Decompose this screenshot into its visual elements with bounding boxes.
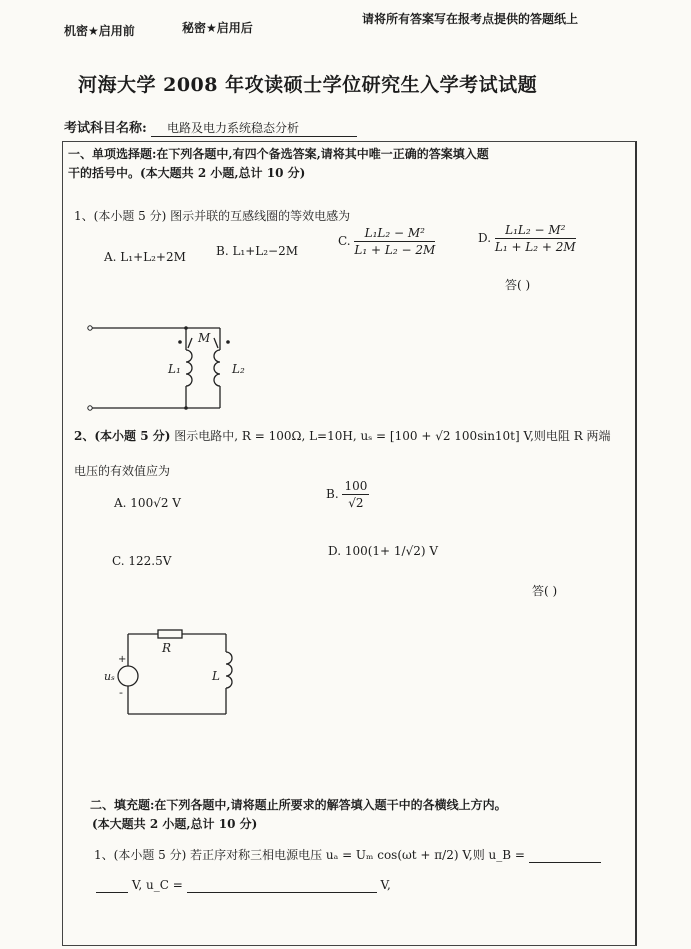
q1-option-c-numerator: L₁L₂ − M² <box>354 225 435 242</box>
resistor-r-symbol <box>158 630 182 638</box>
section1-heading-line1: 一、单项选择题:在下列各题中,有四个备选答案,请将其中唯一正确的答案填入题 <box>68 147 489 161</box>
secret-after-label: 秘密★启用后 <box>182 21 253 35</box>
q1-stem: 1、(本小题 5 分) 图示并联的互感线圈的等效电感为 <box>74 209 351 223</box>
q2-option-b-prefix: B. <box>326 487 339 501</box>
s2-q1-stem-text: 1、(本小题 5 分) 若正序对称三相电源电压 uₐ = Uₘ cos(ωt + π/2) V,则 u_B = <box>94 848 525 862</box>
q2-option-c: C. 122.5V <box>112 554 172 568</box>
q1-option-b: B. L₁+L₂−2M <box>216 244 299 258</box>
coupled-coils-circuit <box>80 318 280 418</box>
section2-heading-line2: (本大题共 2 小题,总计 10 分) <box>92 817 258 831</box>
label-l2: L₂ <box>232 362 245 376</box>
q2-stem-prefix: 2、(本小题 5 分) <box>74 429 171 443</box>
q1-option-d-prefix: D. <box>478 231 492 245</box>
q2-option-d: D. 100(1+ 1/√2) V <box>328 544 439 558</box>
label-plus: + <box>118 654 127 665</box>
q1-option-a: A. L₁+L₂+2M <box>104 250 186 264</box>
label-m: M <box>198 331 211 345</box>
q2-option-b-numerator: 100 <box>344 479 368 493</box>
label-l: L <box>212 669 220 683</box>
subject-value: 电路及电力系统稳态分析 <box>151 119 357 137</box>
q2-option-b <box>326 478 369 511</box>
q1-answer-blank: 答( ) <box>505 278 531 292</box>
q1-option-d-numerator: L₁L₂ − M² <box>495 222 576 239</box>
ub-answer-line-continued <box>96 878 128 893</box>
answer-sheet-instruction: 请将所有答案写在报考点提供的答题纸上 <box>362 12 579 26</box>
label-r: R <box>162 641 172 655</box>
rl-circuit <box>104 626 258 726</box>
subject-label: 考试科目名称: <box>64 121 147 136</box>
ub-answer-line <box>529 848 601 863</box>
label-minus: - <box>119 686 123 699</box>
exam-title: 河海大学 2008 年攻读硕士学位研究生入学考试试题 <box>78 74 538 96</box>
q2-stem <box>74 427 611 444</box>
subject-row <box>64 117 357 137</box>
coil-l1-symbol <box>186 350 192 386</box>
secret-before-label: 机密★启用前 <box>64 24 135 38</box>
label-l1: L₁ <box>168 362 181 376</box>
s2-q1-line2 <box>96 878 391 893</box>
q1-option-c-denominator: L₁ + L₂ − 2M <box>354 243 436 257</box>
q2-stem-line2: 电压的有效值应为 <box>74 464 171 478</box>
label-us: uₛ <box>104 670 115 683</box>
section1-heading-line2: 干的括号中。(本大题共 2 小题,总计 10 分) <box>68 166 306 180</box>
coil-l2-symbol <box>214 350 220 386</box>
uc-answer-line <box>187 878 377 893</box>
q1-option-d <box>478 222 576 255</box>
s2-q1-line2-v: V, u_C = <box>131 878 183 892</box>
q2-option-b-denominator: √2 <box>348 496 364 510</box>
q2-answer-blank: 答( ) <box>532 584 558 598</box>
q2-stem-body: 图示电路中, R = 100Ω, L=10H, uₛ = [100 + √2 100sin10t] V,则电阻 R 两端 <box>174 429 611 443</box>
voltage-source-symbol <box>118 666 138 686</box>
section2-heading-line1: 二、填充题:在下列各题中,请将题止所要求的解答填入题干中的各横线上方内。 <box>90 798 507 812</box>
s2-q1-line2-end: V, <box>380 878 391 892</box>
q1-option-c <box>338 225 435 258</box>
q1-option-c-prefix: C. <box>338 234 351 248</box>
inductor-l-symbol <box>226 652 232 688</box>
q1-option-d-denominator: L₁ + L₂ + 2M <box>494 240 576 254</box>
q2-option-a: A. 100√2 V <box>114 496 181 510</box>
s2-q1-stem <box>94 846 601 863</box>
